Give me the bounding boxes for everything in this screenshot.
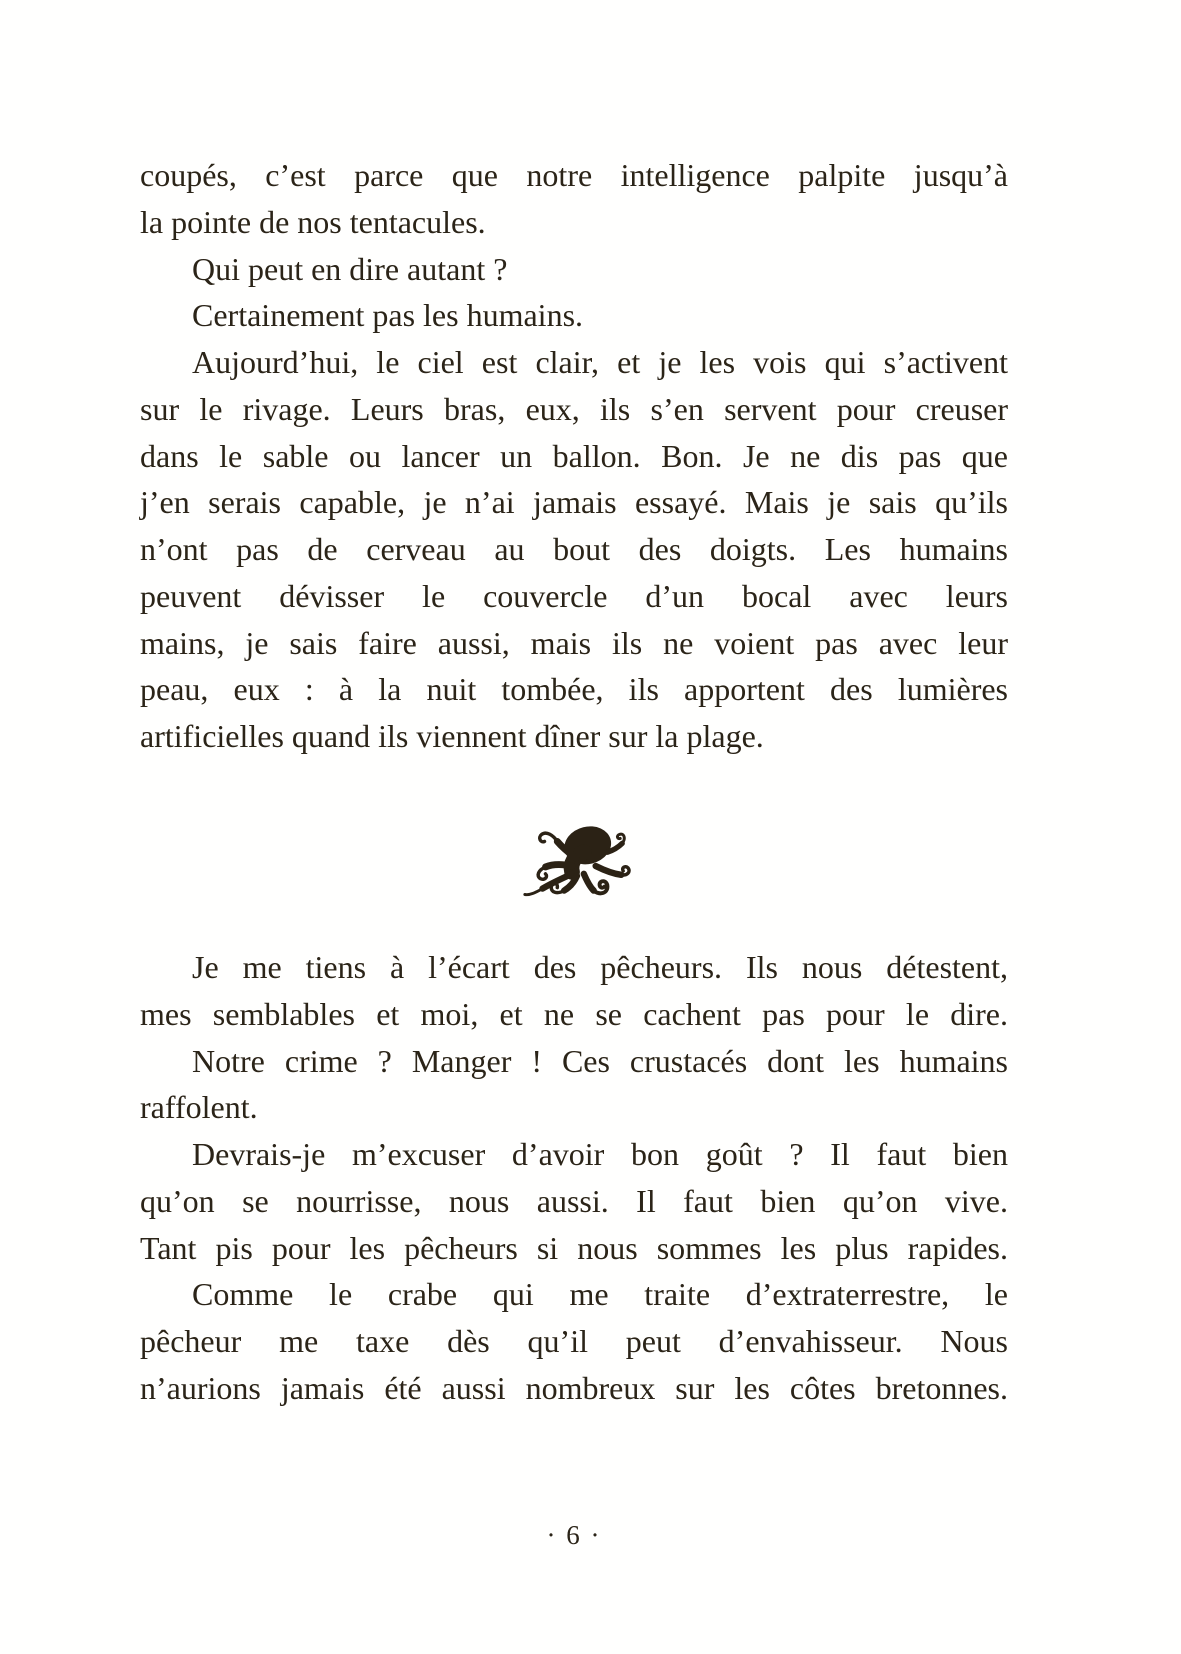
text-line: qu’on se nourrisse, nous aussi. Il faut bien qu’on vive. [140, 1182, 1008, 1219]
text-line: artificielles quand ils viennent dîner sur la plage. [140, 718, 764, 754]
text-line: Je me tiens à l’écart des pêcheurs. Ils nous détestent, [192, 949, 1008, 985]
text-line: peuvent dévisser le couvercle d’un bocal avec leurs [140, 577, 1008, 614]
text-line: peau, eux : à la nuit tombée, ils apportent des lumières [140, 671, 1008, 708]
text-line: mes semblables et moi, et ne se cachent pas pour le dire. [140, 995, 1008, 1032]
text-line: Comme le crabe qui me traite d’extraterrestre, le [192, 1276, 1008, 1313]
text-line: la pointe de nos tentacules. [140, 203, 486, 240]
body-text-lower [140, 944, 1008, 1412]
text-line: Aujourd’hui, le ciel est clair, et je les vois qui s’activent [192, 344, 1008, 380]
text-line: j’en serais capable, je n’ai jamais essayé. Mais je sais qu’ils [140, 484, 1008, 521]
text-line: coupés, c’est parce que notre intelligence palpite jusqu’à [140, 157, 1008, 193]
body-text-upper [140, 152, 1008, 760]
text-line: dans le sable ou lancer un ballon. Bon. Je ne dis pas que [140, 437, 1008, 474]
octopus-icon [515, 822, 633, 908]
page-number: · 6 · [546, 1520, 602, 1550]
text-line: Notre crime ? Manger ! Ces crustacés dont les humains [192, 1042, 1008, 1079]
text-line: Devrais-je m’excuser d’avoir bon goût ? Il faut bien [192, 1136, 1008, 1172]
text-line: raffolent. [140, 1089, 258, 1126]
text-line: Tant pis pour les pêcheurs si nous sommes les plus rapides. [140, 1229, 1008, 1266]
text-line: n’aurions jamais été aussi nombreux sur les côtes bretonnes. [140, 1369, 1008, 1406]
text-line: n’ont pas de cerveau au bout des doigts. Les humains [140, 531, 1008, 567]
text-line: sur le rivage. Leurs bras, eux, ils s’en servent pour creuser [140, 390, 1008, 427]
text-line: Qui peut en dire autant ? [192, 250, 508, 287]
text-line: pêcheur me taxe dès qu’il peut d’envahisseur. Nous [140, 1323, 1008, 1359]
text-line: mains, je sais faire aussi, mais ils ne voient pas avec leur [140, 624, 1008, 661]
octopus-ornament [515, 822, 633, 908]
text-line: Certainement pas les humains. [192, 297, 584, 334]
